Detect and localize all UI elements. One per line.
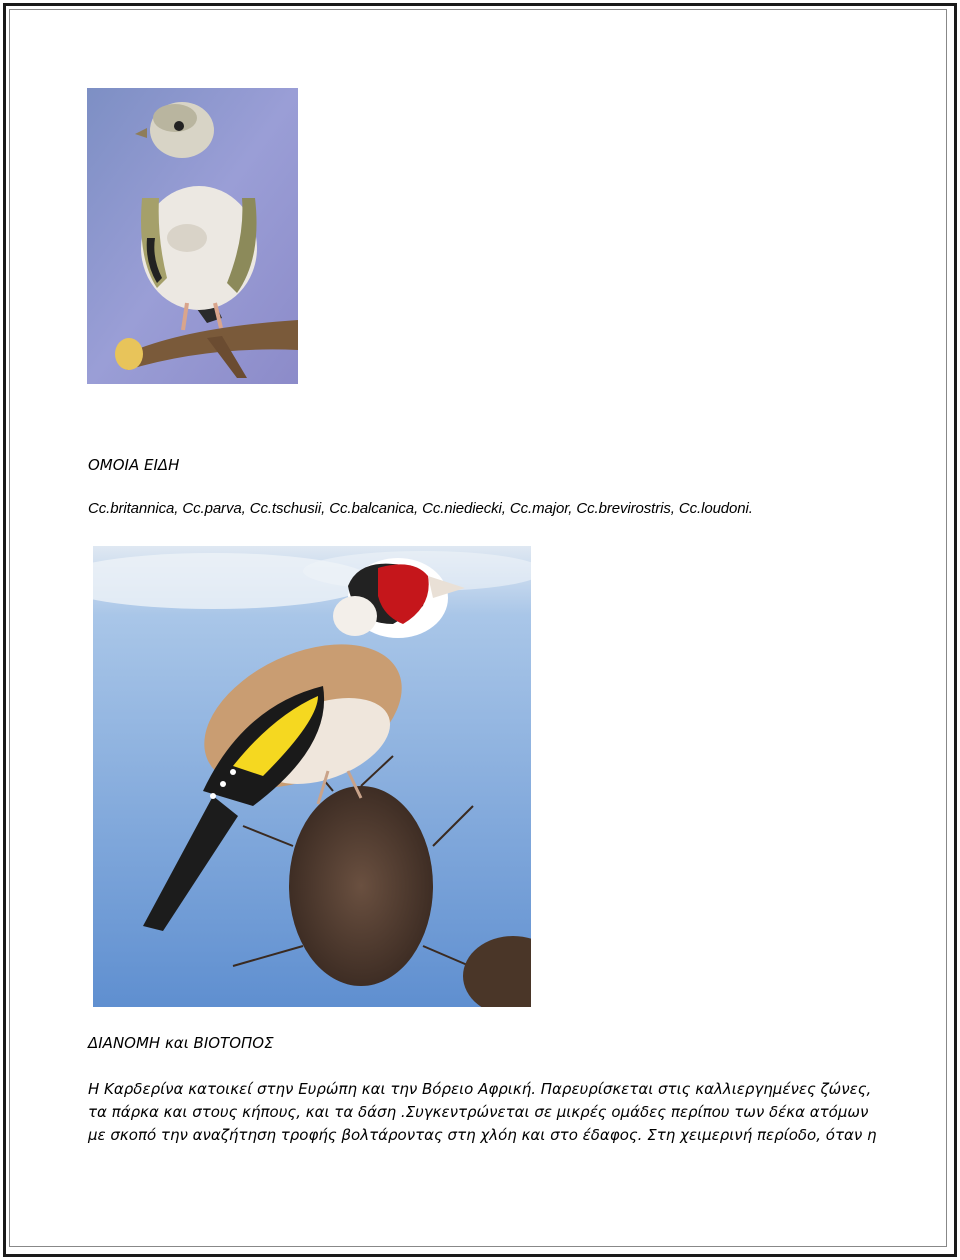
paragraph-line: Η Καρδερίνα κατοικεί στην Ευρώπη και την Βόρειο Αφρική. Παρευρίσκεται στις καλλιεργημένες ζώνες, bbox=[88, 1080, 872, 1098]
paragraph-line: με σκοπό την αναζήτηση τροφής βολτάροντας στη χλόη και στο έδαφος. Στη χειμερινή περίοδο, όταν η bbox=[88, 1126, 877, 1144]
similar-species-list: Cc.britannica, Cc.parva, Cc.tschusii, Cc.balcanica, Cc.niediecki, Cc.major, Cc.brevirostris, Cc.loudoni. bbox=[88, 500, 753, 517]
juvenile-goldfinch-photo bbox=[87, 88, 298, 384]
similar-species-heading: ΟΜΟΙΑ ΕΙΔΗ bbox=[88, 456, 180, 474]
adult-goldfinch-photo bbox=[93, 546, 531, 1007]
paragraph-line: τα πάρκα και στους κήπους, και τα δάση .Συγκεντρώνεται σε μικρές ομάδες περίπου των δέκα ατόμων bbox=[88, 1103, 869, 1121]
distribution-heading: ΔΙΑΝΟΜΗ και ΒΙΟΤΟΠΟΣ bbox=[88, 1034, 274, 1052]
distribution-paragraph bbox=[88, 1078, 878, 1147]
